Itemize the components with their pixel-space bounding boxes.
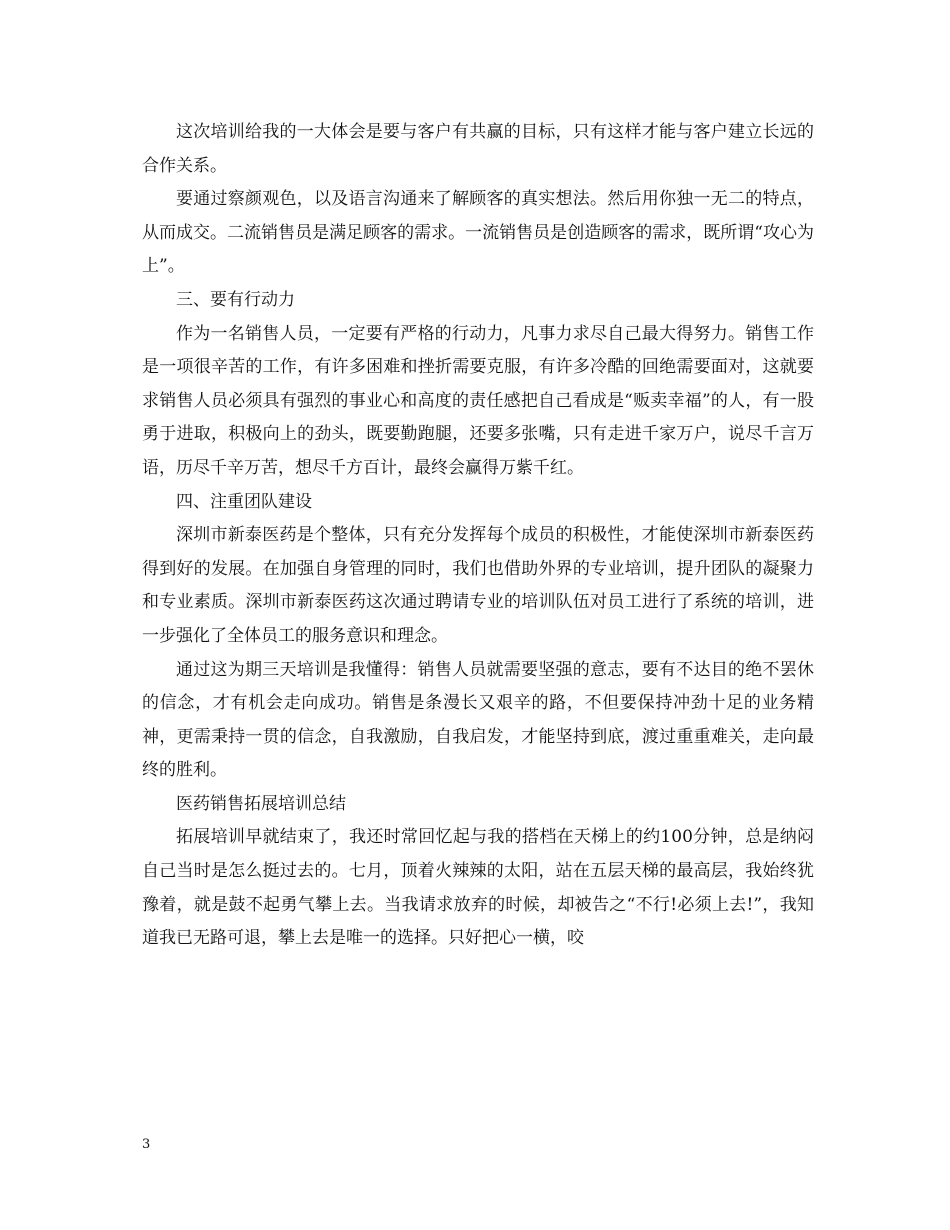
body-text <box>142 116 814 956</box>
heading-summary: 医药销售拓展培训总结 <box>176 793 346 814</box>
paragraph-three-day-training: 通过这为期三天培训是我懂得：销售人员就需要坚强的意志，要有不达目的绝不罢休的信念，才有机会走向成功。销售是条漫长又艰辛的路，不但要保持冲劲十足的业务精神，更需秉持一贯的信念，自我激励，自我启发，才能坚持到底，渡过重重难关，走向最终的胜利。 <box>142 659 814 781</box>
paragraph-action: 作为一名销售人员，一定要有严格的行动力，凡事力求尽自己最大得努力。销售工作是一项很辛苦的工作，有许多困难和挫折需要克服，有许多冷酷的回绝需要面对，这就要求销售人员必须具有强烈的事业心和高度的责任感把自己看成是“贩卖幸福”的人，有一股勇于进取，积极向上的劲头，既要勤跑腿，还要多张嘴，只有走进千家万户，说尽千言万语，历尽千辛万苦，想尽千方百计，最终会赢得万紫千红。 <box>142 323 814 478</box>
paragraph-observe-customers: 要通过察颜观色，以及语言沟通来了解顾客的真实想法。然后用你独一无二的特点，从而成交。二流销售员是满足顾客的需求。一流销售员是创造顾客的需求，既所谓“攻心为上”。 <box>142 189 814 277</box>
paragraph-team-building: 深圳市新泰医药是个整体，只有充分发挥每个成员的积极性，才能使深圳市新泰医药得到好的发展。在加强自身管理的同时，我们也借助外界的专业培训，提升团队的凝聚力和专业素质。深圳市新泰医药这次通过聘请专业的培训队伍对员工进行了系统的培训，进一步强化了全体员工的服务意识和理念。 <box>142 525 814 646</box>
heading-team-building: 四、注重团队建设 <box>176 491 312 512</box>
heading-action: 三、要有行动力 <box>176 289 295 310</box>
paragraph-training-insight: 这次培训给我的一大体会是要与客户有共赢的目标，只有这样才能与客户建立长远的合作关系。 <box>142 122 814 176</box>
page-number: 3 <box>142 1137 151 1152</box>
paragraph-expansion-training: 拓展培训早就结束了，我还时常回忆起与我的搭档在天梯上的约100分钟，总是纳闷自己当时是怎么挺过去的。七月，顶着火辣辣的太阳，站在五层天梯的最高层，我始终犹豫着，就是鼓不起勇气攀上去。当我请求放弃的时候，却被告之“不行!必须上去!”，我知道我已无路可退，攀上去是唯一的选择。只好把心一横，咬 <box>142 827 814 949</box>
